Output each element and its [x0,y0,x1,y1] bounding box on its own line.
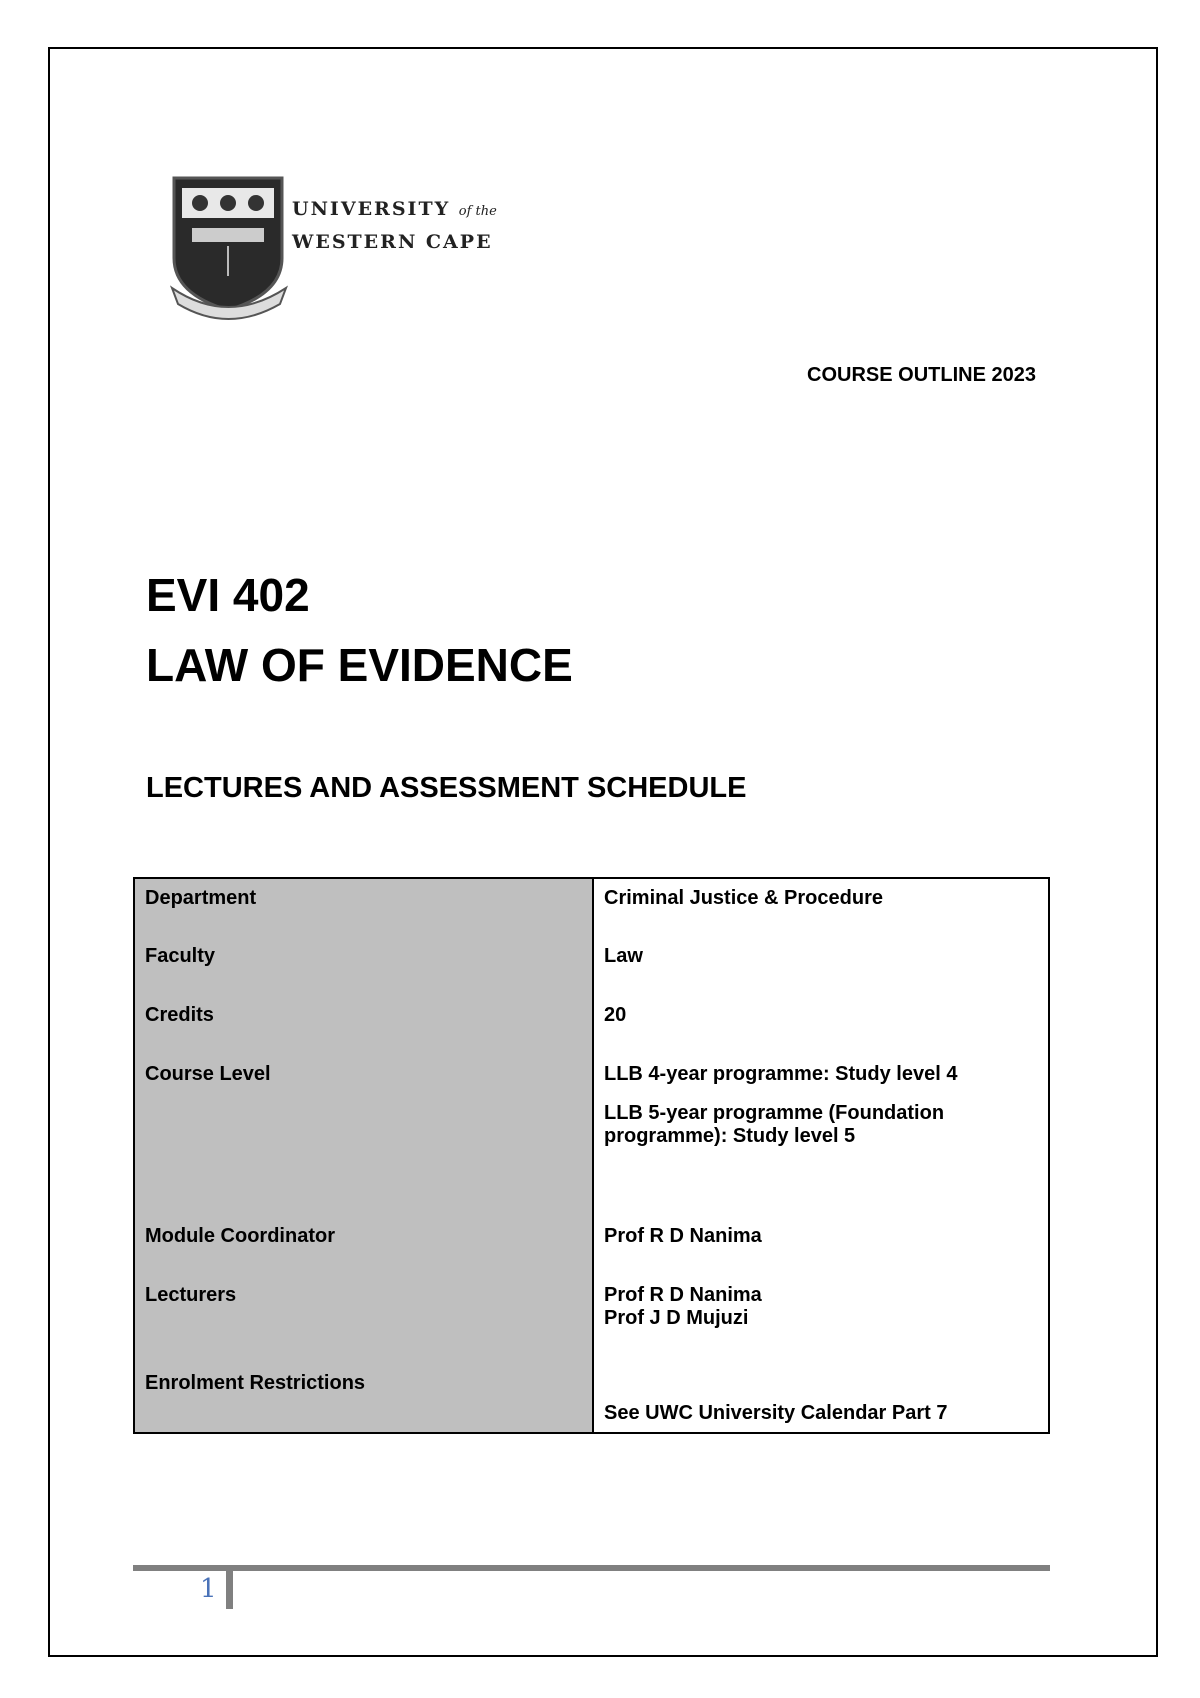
lecturer-2: Prof J D Mujuzi [604,1307,749,1329]
page-number: 1 [200,1574,217,1604]
footer-divider [133,1565,1050,1571]
course-outline-label: COURSE OUTLINE 2023 [807,364,1036,386]
table-row [134,945,1049,1004]
course-level-value-1: LLB 4-year programme: Study level 4 [604,1063,958,1085]
table-row [134,1225,1049,1284]
university-name-line1: UNIVERSITY [292,198,451,220]
table-row [134,1372,1049,1433]
table-row [134,1284,1049,1372]
enrolment-value: See UWC University Calendar Part 7 [593,1372,1049,1433]
course-info-table [133,877,1050,1434]
lecturers-value [593,1284,1049,1372]
schedule-subtitle: LECTURES AND ASSESSMENT SCHEDULE [146,772,747,804]
university-name-of-the: of the [458,204,497,219]
faculty-label: Faculty [134,945,593,1004]
course-level-value-2a: LLB 5-year programme (Foundation [604,1102,945,1124]
department-value: Criminal Justice & Procedure [593,878,1049,945]
university-crest-logo [170,176,288,322]
faculty-value: Law [593,945,1049,1004]
coordinator-value: Prof R D Nanima [593,1225,1049,1284]
course-level-label: Course Level [134,1063,593,1225]
lecturers-label: Lecturers [134,1284,593,1372]
course-code-title: EVI 402 [146,569,310,621]
course-level-value [593,1063,1049,1225]
table-row [134,878,1049,945]
course-name-title: LAW OF EVIDENCE [146,639,573,691]
department-label: Department [134,878,593,945]
university-name-line2: WESTERN CAPE [292,231,493,253]
coordinator-label: Module Coordinator [134,1225,593,1284]
credits-label: Credits [134,1004,593,1063]
course-level-value-2b: programme): Study level 5 [604,1125,856,1147]
university-name [292,194,497,257]
credits-value: 20 [593,1004,1049,1063]
enrolment-label: Enrolment Restrictions [134,1372,593,1433]
table-row [134,1004,1049,1063]
table-row [134,1063,1049,1225]
lecturer-1: Prof R D Nanima [604,1284,762,1306]
page-number-tick [226,1571,233,1609]
